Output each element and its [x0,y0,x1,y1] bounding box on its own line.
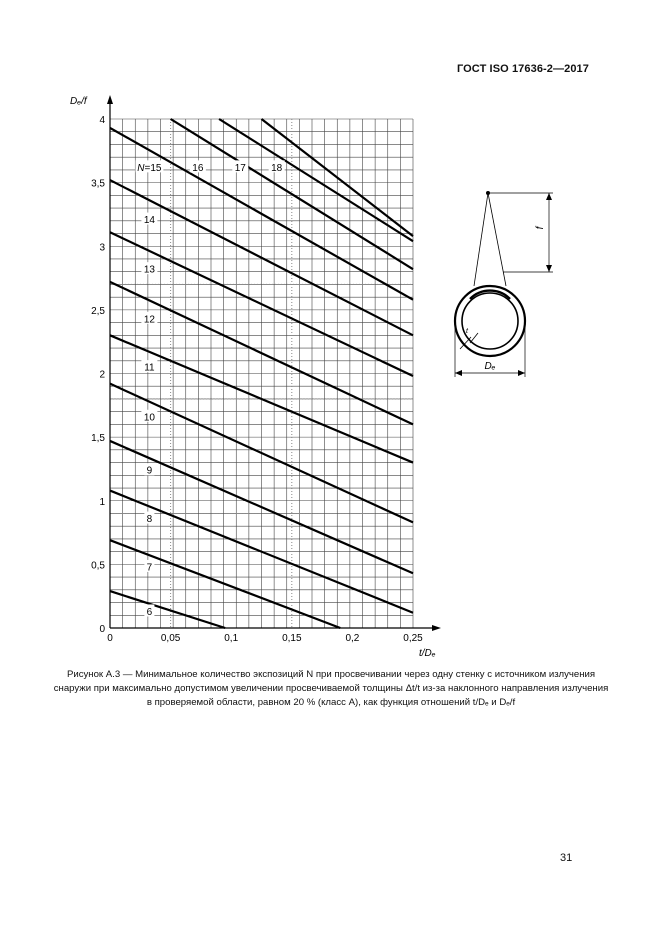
y-tick-label: 0 [99,624,105,635]
series-label-n6: 6 [146,606,153,618]
series-label-n12: 12 [143,314,155,326]
y-tick-label: 1,5 [91,433,105,445]
figure-caption: Рисунок А.3 — Минимальное количество экспозиций N при просвечивании через одну стенку с источником излучения снаружи при максимально допустимом увеличении просвечиваемой толщины Δt/t из-за наклонного направления излучения в проверяемой области, равном 20 % (класс А), как функция отношений t/Dₑ и Dₑ/f [53,669,609,708]
series-labels [135,160,284,618]
film-arc [470,291,510,299]
series-label-n7: 7 [146,562,153,574]
page-number: 31 [560,852,573,864]
y-axis-label: Dₑ/f [70,96,87,107]
series-line-n17 [219,119,413,241]
pipe-schematic [455,191,553,377]
pipe-outer-wall [455,286,525,356]
x-tick-label: 0,05 [160,633,181,644]
y-tick-label: 3 [99,242,105,254]
series-label-n10: 10 [143,412,155,424]
wall-thickness-marker [470,333,478,343]
y-tick-label: 3,5 [91,178,105,190]
series-label-n15: N=15 [137,162,162,174]
dimension-f-label: f [535,226,546,230]
series-label-n17: 17 [234,162,246,174]
dimension-de-label: Dₑ [484,361,496,372]
series-label-n14: 14 [143,215,155,227]
series-label-n18: 18 [271,162,283,174]
series-label-n8: 8 [146,514,153,526]
series-label-n11: 11 [144,362,155,374]
y-tick-label: 1 [99,496,105,508]
series-line-n6 [110,591,225,628]
x-tick-label: 0,15 [282,633,302,644]
pipe-inner-wall [462,293,518,349]
x-tick-label: 0,25 [403,633,423,644]
x-axis-label: t/Dₑ [419,648,436,659]
y-tick-label: 0,5 [91,560,105,572]
x-tick-label: 0 [107,633,113,644]
y-tick-label: 2 [99,369,105,381]
x-tick-label: 0,2 [345,633,360,644]
y-axis-arrow [107,95,113,104]
series-label-n9: 9 [146,465,153,477]
dimension-de-arrow-left [455,370,462,376]
dimension-de-arrow-right [518,370,525,376]
dimension-f-arrow-top [546,193,552,200]
y-tick-label: 4 [99,115,105,126]
x-axis-arrow [432,625,441,631]
beam-line-left [474,193,488,286]
dimension-f-arrow-bottom [546,265,552,272]
y-tick-label: 2,5 [91,305,105,317]
document-standard-header: ГОСТ ISO 17636-2—2017 [456,63,589,75]
axes [70,95,441,659]
wall-thickness-label: t [466,328,468,335]
x-tick-label: 0,1 [224,633,239,644]
series-label-n13: 13 [143,264,155,276]
series-label-n16: 16 [192,162,204,174]
